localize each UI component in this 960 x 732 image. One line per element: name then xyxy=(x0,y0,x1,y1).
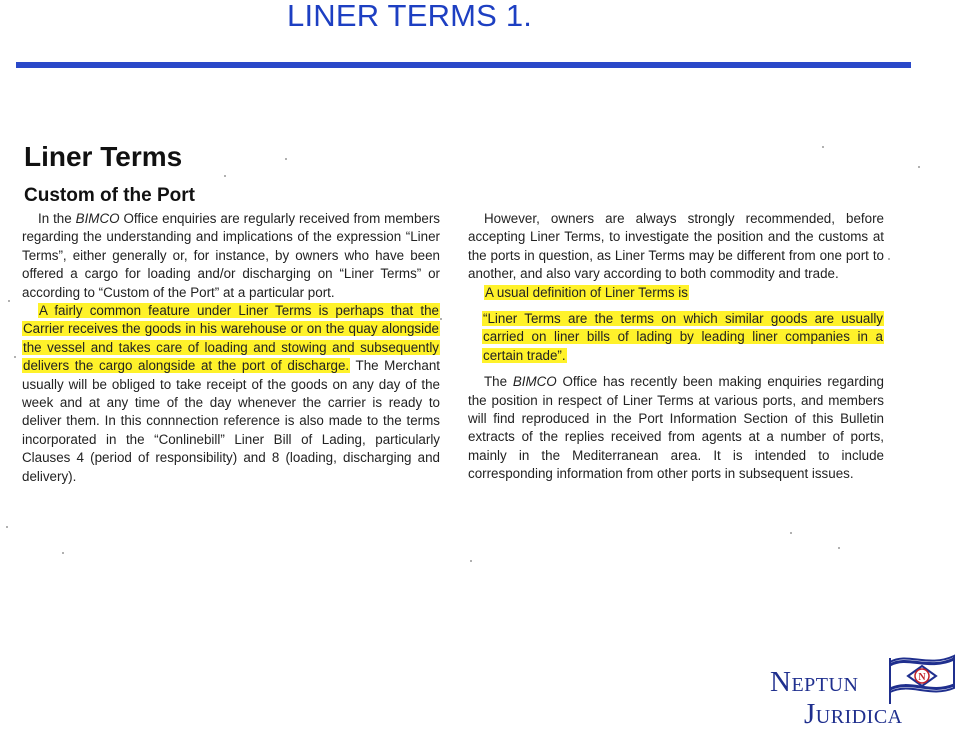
left-paragraph-1 xyxy=(22,210,440,302)
left-p2-highlight: A fairly common feature under Liner Terms is perhaps that the Carrier receives the goods in his warehouse or on the quay alongside the vessel and takes care of loading and stowing and subsequently delivers the cargo alongside at the port of discharge. xyxy=(23,303,439,374)
left-column xyxy=(22,210,440,486)
logo-line-1: Neptun xyxy=(770,666,859,698)
left-p1-text-b: Office enquiries are regularly received from members regarding the understanding and implications of the expression “Liner Terms”, either generally or, for instance, by owners who have been offered a cargo for loading and/or discharging on “Liner Terms” or according to “Custom of the Port” at a particular port. xyxy=(22,211,440,300)
left-p1-bimco: BIMCO xyxy=(75,211,120,226)
right-p3-bimco: BIMCO xyxy=(512,374,557,390)
right-column xyxy=(468,210,884,484)
right-p3-text-b: Office has recently been making enquiries regarding the position in respect of Liner Terms at various ports, and members will find reproduced in the Port Information Section of this Bulletin extracts of the replies received from agents at a number of ports, mainly in the Mediterranean area. It is intended to include corresponding information from other ports in subsequent issues. xyxy=(468,374,885,482)
left-paragraph-2 xyxy=(22,302,440,486)
logo-line-2: Juridica xyxy=(804,698,903,730)
right-p3-text-a: The xyxy=(484,374,513,390)
left-p2-rest: The Merchant usually will be obliged to take receipt of the goods on any day of the week and at any time of the day whenever the carrier is ready to deliver them. In this connnection reference is also made to the terms incorporated in the “Conlinebill” Liner Bill of Lading, particularly Clauses 4 (period of responsibility) and 8 (loading, discharging and delivery). xyxy=(22,358,440,484)
right-paragraph-2 xyxy=(468,284,884,302)
document-heading: Liner Terms xyxy=(24,141,183,172)
neptun-juridica-logo xyxy=(768,646,958,730)
document-subheading: Custom of the Port xyxy=(24,185,195,206)
flag-letter: N xyxy=(918,672,926,683)
definition-quote-highlight: “Liner Terms are the terms on which similar goods are usually carried on liner bills of lading by leading liner companies in a certain trade”. xyxy=(483,311,883,363)
right-paragraph-3 xyxy=(468,373,884,483)
slide-title: LINER TERMS 1. xyxy=(287,0,533,33)
left-p1-text-a: In the xyxy=(38,211,76,226)
right-paragraph-1: However, owners are always strongly recommended, before accepting Liner Terms, to investigate the position and the customs at the ports in question, as Liner Terms may be different from one port to another, and also vary according to both commodity and trade. xyxy=(468,211,884,282)
flag-icon xyxy=(884,648,958,704)
definition-quote xyxy=(482,310,884,365)
right-p2-highlight: A usual definition of Liner Terms is xyxy=(485,284,688,300)
